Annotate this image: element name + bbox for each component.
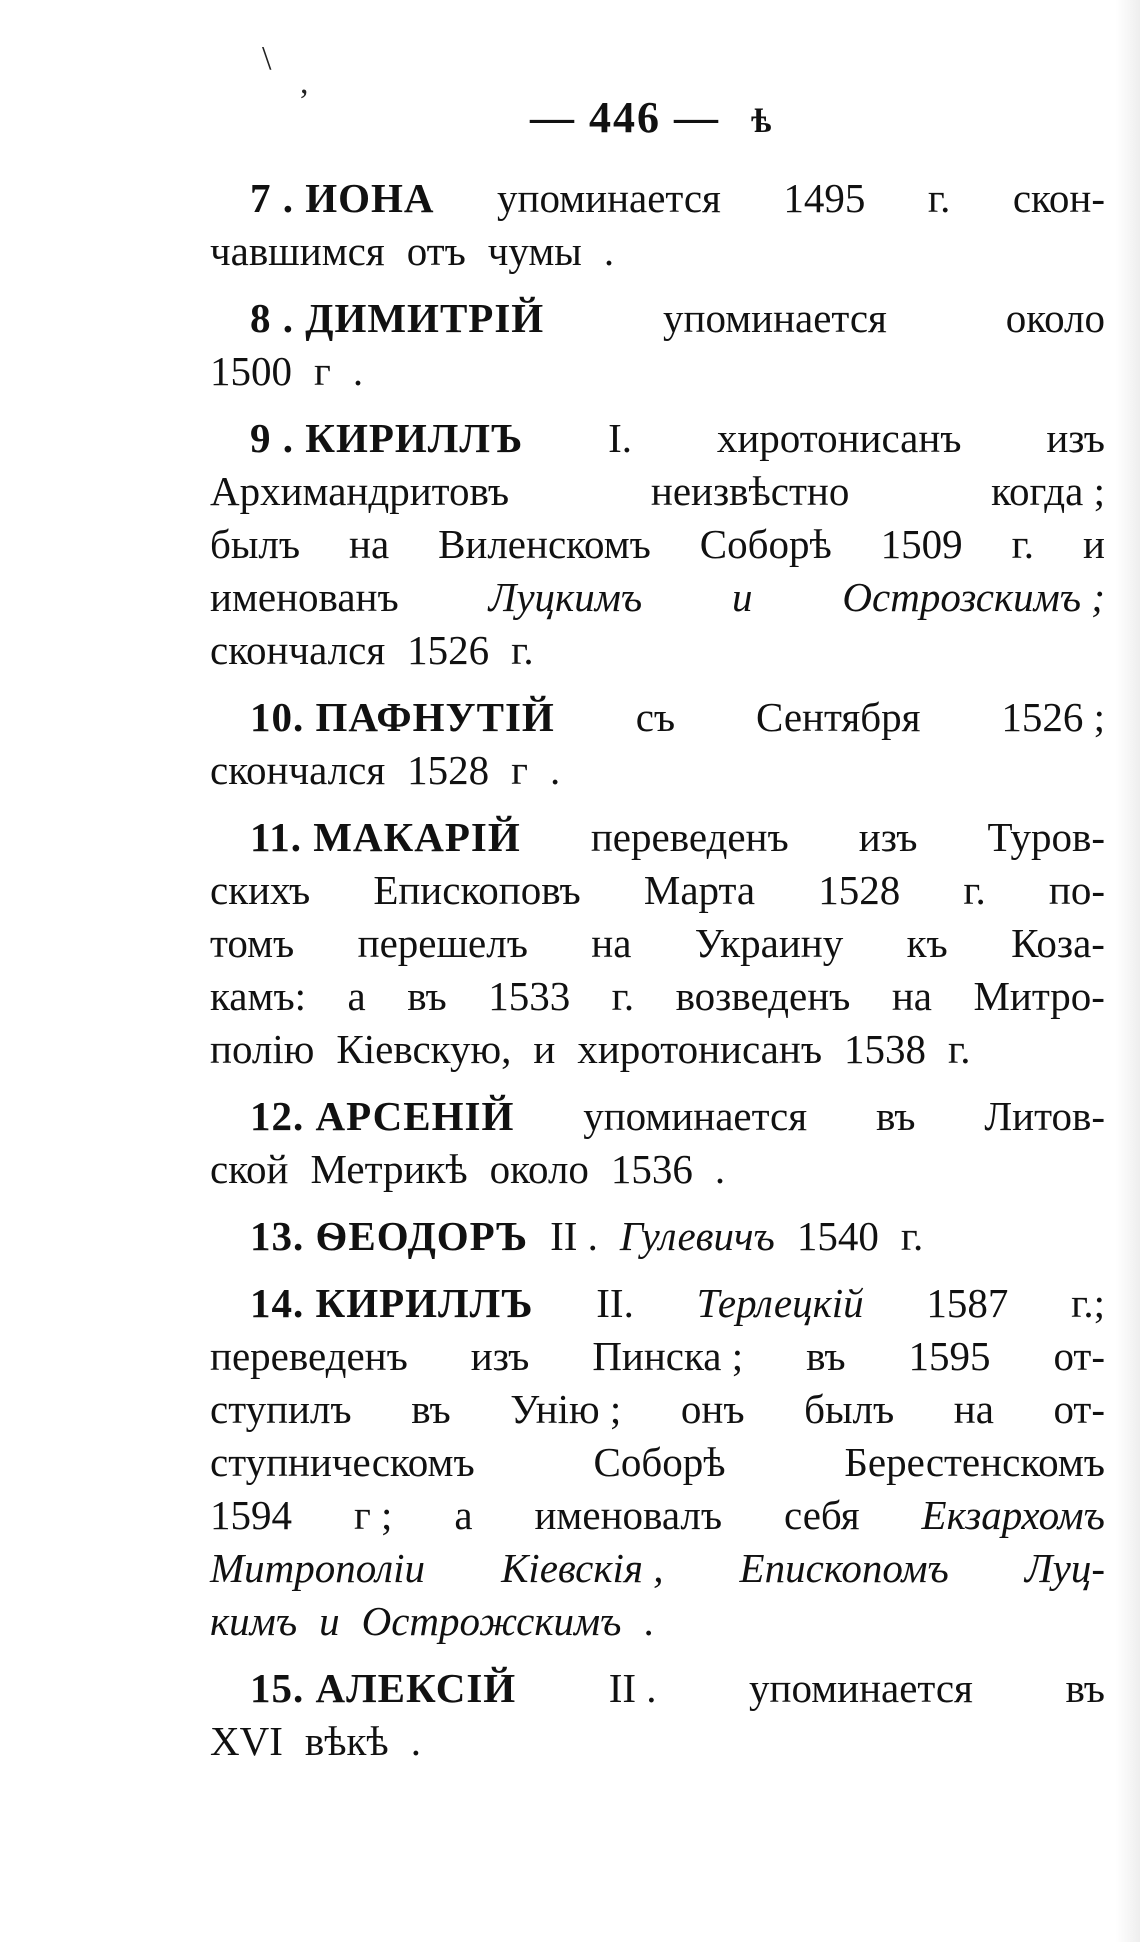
word: и	[319, 1598, 340, 1644]
text-line	[210, 1595, 1105, 1648]
word: около	[489, 1146, 589, 1192]
text-line	[210, 172, 1105, 225]
word: г.	[1011, 521, 1035, 567]
paragraph-entry-14	[210, 1277, 1105, 1648]
text-line	[210, 1143, 1105, 1196]
paragraph-entry-15	[210, 1662, 1105, 1768]
word: къ	[906, 920, 948, 966]
word: Коза-	[1011, 920, 1105, 966]
word: Метрикѣ	[310, 1146, 468, 1192]
word: .	[352, 348, 364, 394]
paragraph-entry-9	[210, 412, 1105, 677]
word: г	[511, 747, 528, 793]
word: Виленскомъ	[438, 521, 651, 567]
ink-speck: \	[262, 40, 272, 77]
entry-heading: 10. ПАФНУТІЙ	[250, 694, 555, 740]
word: 1540	[796, 1213, 879, 1259]
entry-heading: 11. МАКАРІЙ	[250, 814, 521, 860]
paragraph-entry-7	[210, 172, 1105, 278]
word: камъ:	[210, 973, 307, 1019]
word: и	[732, 574, 753, 620]
word: именованъ	[210, 574, 399, 620]
word: хиротонисанъ	[716, 415, 962, 461]
word: Луцкимъ	[488, 574, 643, 620]
word: упоминается	[583, 1093, 808, 1139]
word: 1528	[407, 747, 490, 793]
word: II .	[608, 1665, 657, 1711]
text-line	[210, 811, 1105, 864]
text-line	[210, 1210, 1105, 1263]
word: 1528	[818, 867, 901, 913]
word: Унію ;	[510, 1386, 622, 1432]
word: Терлецкій	[696, 1280, 864, 1326]
paragraph-entry-13	[210, 1210, 1105, 1263]
entry-heading: 8 . ДИМИТРІЙ	[250, 295, 545, 341]
page-edge-shadow	[1116, 0, 1140, 1942]
word: по-	[1048, 867, 1105, 913]
word: 1495	[783, 175, 866, 221]
word: Соборѣ	[593, 1439, 726, 1485]
word: въ	[875, 1093, 916, 1139]
word: г.	[927, 175, 951, 221]
word: на	[953, 1386, 994, 1432]
word: полію	[210, 1026, 315, 1072]
word: переведенъ	[210, 1333, 408, 1379]
word: Острозскимъ ;	[842, 574, 1105, 620]
word: Сентября	[756, 694, 921, 740]
entry-heading: 12. АРСЕНІЙ	[250, 1093, 515, 1139]
text-line	[210, 571, 1105, 624]
word: II .	[550, 1213, 598, 1259]
word: скончался	[210, 747, 386, 793]
text-line	[210, 1542, 1105, 1595]
word: 1587	[926, 1280, 1009, 1326]
word: перешелъ	[357, 920, 528, 966]
text-line	[210, 970, 1105, 1023]
entry-heading: 9 . КИРИЛЛЪ	[250, 415, 524, 461]
text-line	[210, 1277, 1105, 1330]
word: 1500	[210, 348, 292, 394]
word: .	[410, 1718, 421, 1764]
word: на	[891, 973, 932, 1019]
word: на	[349, 521, 390, 567]
word: .	[603, 228, 615, 274]
word: упоминается	[749, 1665, 973, 1711]
word: въ	[1065, 1665, 1105, 1711]
text-line	[210, 1436, 1105, 1489]
word: Литов-	[984, 1093, 1105, 1139]
word: изъ	[1046, 415, 1105, 461]
text-line	[210, 917, 1105, 970]
word: скончался	[210, 627, 386, 673]
entry-heading: 14. КИРИЛЛЪ	[250, 1280, 534, 1326]
word: а	[454, 1492, 473, 1538]
word: от-	[1053, 1386, 1105, 1432]
word: онъ	[680, 1386, 745, 1432]
word: скихъ	[210, 867, 311, 913]
word: 1538	[844, 1026, 927, 1072]
word: г.	[963, 867, 986, 913]
word: .	[643, 1598, 654, 1644]
word: 1595	[908, 1333, 991, 1379]
word: Туров-	[987, 814, 1105, 860]
word: на	[591, 920, 632, 966]
word: былъ	[210, 521, 301, 567]
text-line	[210, 691, 1105, 744]
word: Марта	[643, 867, 756, 913]
text-line	[210, 1023, 1105, 1076]
word: XVI	[210, 1718, 283, 1764]
text-line	[210, 1662, 1105, 1715]
word: 1536	[610, 1146, 693, 1192]
page-header	[530, 92, 773, 143]
word: 1509	[880, 521, 963, 567]
word: когда ;	[991, 468, 1105, 514]
word: кимъ	[210, 1598, 298, 1644]
word: Пинска ;	[592, 1333, 744, 1379]
word: въ	[407, 973, 447, 1019]
entry-heading: 7 . ИОНА	[250, 175, 435, 221]
text-line	[210, 345, 1105, 398]
word: г ;	[353, 1492, 393, 1538]
word: Епископовъ	[373, 867, 581, 913]
word: Гулевичъ	[619, 1213, 775, 1259]
word: г.	[611, 973, 635, 1019]
entry-heading: 13. ѲЕОДОРЪ	[250, 1213, 529, 1259]
text-line	[210, 744, 1105, 797]
word: ступилъ	[210, 1386, 352, 1432]
word: упоминается	[663, 295, 887, 341]
word: и	[533, 1026, 556, 1072]
word: отъ	[406, 228, 466, 274]
word: Епископомъ	[739, 1545, 949, 1591]
word: .	[714, 1146, 726, 1192]
header-trailing-mark: ѣ	[751, 103, 774, 140]
word: ступническомъ	[210, 1439, 475, 1485]
text-line	[210, 518, 1105, 571]
page-number: — 446 —	[530, 93, 720, 142]
word: хиротонисанъ	[577, 1026, 823, 1072]
word: Берестенскомъ	[844, 1439, 1105, 1485]
word: чавшимся	[210, 228, 385, 274]
word: Соборѣ	[699, 521, 832, 567]
word: возведенъ	[675, 973, 851, 1019]
word: 1533	[488, 973, 571, 1019]
word: Митрополіи	[210, 1545, 426, 1591]
word: Острожскимъ	[361, 1598, 622, 1644]
text-line	[210, 412, 1105, 465]
word: съ	[635, 694, 676, 740]
word: г.	[511, 627, 534, 673]
text-line	[210, 1330, 1105, 1383]
text-line	[210, 1715, 1105, 1768]
text-line	[210, 465, 1105, 518]
word: Кіевскія ,	[501, 1545, 664, 1591]
word: Митро-	[973, 973, 1105, 1019]
word: около	[1005, 295, 1105, 341]
word: скон-	[1012, 175, 1105, 221]
word: II.	[596, 1280, 634, 1326]
paragraph-entry-12	[210, 1090, 1105, 1196]
word: Кіевскую,	[336, 1026, 512, 1072]
word: .	[550, 747, 561, 793]
entry-heading: 15. АЛЕКСІЙ	[250, 1665, 517, 1711]
word: изъ	[858, 814, 918, 860]
word: и	[1082, 521, 1105, 567]
word: I.	[608, 415, 632, 461]
paragraph-entry-11	[210, 811, 1105, 1076]
text-line	[210, 225, 1105, 278]
text-line	[210, 1489, 1105, 1542]
word: изъ	[470, 1333, 530, 1379]
word: от-	[1053, 1333, 1105, 1379]
text-line	[210, 864, 1105, 917]
word: именовалъ	[534, 1492, 723, 1538]
word: г.;	[1071, 1280, 1105, 1326]
text-body	[210, 172, 1105, 1782]
text-line	[210, 624, 1105, 677]
text-line	[210, 292, 1105, 345]
word: Екзархомъ	[921, 1492, 1105, 1538]
word: 1526 ;	[1001, 694, 1105, 740]
word: Луц-	[1024, 1545, 1105, 1591]
word: Украину	[694, 920, 844, 966]
word: въ	[806, 1333, 846, 1379]
word: себя	[784, 1492, 860, 1538]
word: г	[314, 348, 331, 394]
word: томъ	[210, 920, 295, 966]
word: былъ	[804, 1386, 895, 1432]
paragraph-entry-10	[210, 691, 1105, 797]
word: чумы	[487, 228, 582, 274]
text-line	[210, 1090, 1105, 1143]
word: въ	[411, 1386, 451, 1432]
word: г.	[948, 1026, 971, 1072]
word: а	[347, 973, 366, 1019]
text-line	[210, 1383, 1105, 1436]
paragraph-entry-8	[210, 292, 1105, 398]
word: г.	[900, 1213, 924, 1259]
word: неизвѣстно	[650, 468, 850, 514]
word: 1526	[407, 627, 490, 673]
word: ской	[210, 1146, 289, 1192]
ink-speck: ,	[300, 64, 309, 101]
word: вѣкѣ	[304, 1718, 389, 1764]
word: переведенъ	[590, 814, 789, 860]
word: 1594	[210, 1492, 292, 1538]
word: Архимандритовъ	[210, 468, 510, 514]
word: упоминается	[497, 175, 721, 221]
